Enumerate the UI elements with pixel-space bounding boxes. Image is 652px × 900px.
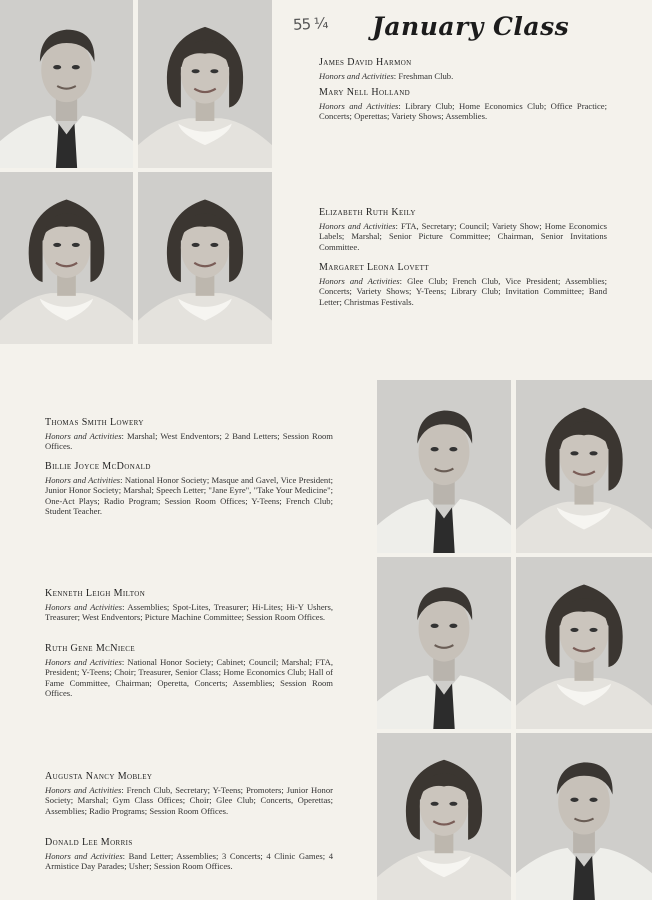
honors-label: Honors and Activities bbox=[45, 430, 122, 441]
student-name: Kenneth Leigh Milton bbox=[45, 588, 146, 599]
student-activities: Assemblies; Spot-Lites, Treasurer; Hi-Lites; Hi-Y Ushers, Treasurer; West Endventors; Picture Machine Committee; Session Room Offices. bbox=[45, 601, 333, 623]
student-name: Mary Nell Holland bbox=[319, 87, 411, 98]
portrait-kenneth-milton bbox=[377, 557, 511, 729]
student-activities: Library Club; Home Economics Club; Office Practice; Concerts; Operettas; Variety Shows; Assemblies. bbox=[319, 100, 607, 122]
student-entry: Mary Nell Holland Honors and Activities: Library Club; Home Economics Club; Office Practice; Concerts; Operettas; Variety Shows; Assemblies. bbox=[319, 87, 607, 122]
honors-label: Honors and Activities bbox=[319, 220, 396, 231]
student-activities: Glee Club; French Club, Vice President; Assemblies; Concerts; Variety Shows; Y-Teens; Library Club; Invitation Committee; Band Letter; Christmas Festivals. bbox=[319, 275, 607, 307]
portrait-billie-mcdonald bbox=[516, 380, 652, 553]
student-activities: Marshal; West Endventors; 2 Band Letters; Session Room Offices. bbox=[45, 430, 333, 452]
student-name: Ruth Gene McNiece bbox=[45, 643, 136, 654]
student-activities: National Honor Society; Cabinet; Council; Marshal; FTA, President; Y-Teens; Choir; Treasurer, Senior Class; Home Economics Club; Hall of Fame Committee, Chairman; Operetta, Concerts; Assemblies; Session Room Offices. bbox=[45, 656, 333, 699]
student-activities: Freshman Club. bbox=[398, 70, 454, 81]
student-entry: James David Harmon Honors and Activities: Freshman Club. bbox=[319, 58, 607, 81]
portrait-thomas-lowery bbox=[377, 380, 511, 553]
student-name: Thomas Smith Lowery bbox=[45, 417, 144, 428]
student-activities: Band Letter; Assemblies; 3 Concerts; 4 Clinic Games; 4 Armistice Day Parades; Usher; Session Room Offices. bbox=[45, 850, 333, 872]
portrait-ruth-mcniece bbox=[516, 557, 652, 729]
student-entry: Billie Joyce McDonald Honors and Activities: National Honor Society; Masque and Gavel, Vice President; Junior Honor Society; Marshal; Speech Letter; "Jane Eyre", "Take Your Medicine"; One-Act Plays; Radio Program; Session Room Offices; Y-Teens; French Club; Student Teacher. bbox=[45, 461, 333, 517]
honors-label: Honors and Activities bbox=[45, 601, 123, 612]
honors-label: Honors and Activities bbox=[45, 784, 122, 795]
student-activities: French Club, Secretary; Y-Teens; Promoters; Junior Honor Society; Marshal; Gym Class Offices; Choir; Glee Club; Concerts, Operettas; Assemblies; Radio Programs; Session Room Offices. bbox=[45, 784, 333, 816]
student-activities: FTA, Secretary; Council; Variety Show; Home Economics Labels; Marshal; Senior Picture Committee; Chairman, Senior Invitations Committee. bbox=[319, 220, 607, 252]
student-entry: Ruth Gene McNiece Honors and Activities: National Honor Society; Cabinet; Council; Marshal; FTA, President; Y-Teens; Choir; Treasurer, Senior Class; Home Economics Club; Hall of Fame Committee, Chairman; Operetta, Concerts; Assemblies; Session Room Offices. bbox=[45, 643, 333, 699]
student-entry: Margaret Leona Lovett Honors and Activities: Glee Club; French Club, Vice President; Assemblies; Concerts; Variety Shows; Y-Teens; Library Club; Invitation Committee; Band Letter; Christmas Festivals. bbox=[319, 262, 607, 307]
student-entry: Donald Lee Morris Honors and Activities: Band Letter; Assemblies; 3 Concerts; 4 Clinic Games; 4 Armistice Day Parades; Usher; Session Room Offices. bbox=[45, 837, 333, 872]
page-title: January Class bbox=[372, 12, 570, 41]
portrait-donald-morris bbox=[516, 733, 652, 900]
student-entry: Kenneth Leigh Milton Honors and Activities: Assemblies; Spot-Lites, Treasurer; Hi-Lites; Hi-Y Ushers, Treasurer; West Endventors; Picture Machine Committee; Session Room Offices. bbox=[45, 588, 333, 623]
student-name: Billie Joyce McDonald bbox=[45, 461, 151, 472]
honors-label: Honors and Activities bbox=[45, 656, 122, 667]
student-name: Donald Lee Morris bbox=[45, 837, 133, 848]
honors-label: Honors and Activities bbox=[319, 100, 399, 111]
portrait-augusta-mobley bbox=[377, 733, 511, 900]
honors-label: Honors and Activities bbox=[45, 474, 121, 485]
student-entry: Elizabeth Ruth Keily Honors and Activities: FTA, Secretary; Council; Variety Show; Home Economics Labels; Marshal; Senior Picture Committee; Chairman, Senior Invitations Committee. bbox=[319, 207, 607, 252]
portrait-margaret-lovett bbox=[138, 172, 272, 344]
honors-label: Honors and Activities bbox=[45, 850, 123, 861]
honors-label: Honors and Activities bbox=[319, 70, 394, 81]
student-name: James David Harmon bbox=[319, 57, 412, 68]
student-name: Augusta Nancy Mobley bbox=[45, 771, 153, 782]
portrait-elizabeth-keily bbox=[0, 172, 133, 344]
portrait-james-harmon bbox=[0, 0, 133, 168]
student-name: Elizabeth Ruth Keily bbox=[319, 207, 416, 218]
student-entry: Thomas Smith Lowery Honors and Activities: Marshal; West Endventors; 2 Band Letters; Session Room Offices. bbox=[45, 417, 333, 452]
student-entry: Augusta Nancy Mobley Honors and Activities: French Club, Secretary; Y-Teens; Promoters; Junior Honor Society; Marshal; Gym Class Offices; Choir; Glee Club; Concerts, Operettas; Assemblies; Radio Programs; Session Room Offices. bbox=[45, 771, 333, 816]
student-name: Margaret Leona Lovett bbox=[319, 262, 429, 273]
portrait-mary-holland bbox=[138, 0, 272, 168]
honors-label: Honors and Activities bbox=[319, 275, 400, 286]
page-number: 55 ¼ bbox=[292, 14, 328, 34]
student-activities: National Honor Society; Masque and Gavel, Vice President; Junior Honor Society; Marshal; Speech Letter; "Jane Eyre", "Take Your Medicine"; One-Act Plays; Radio Program; Session Room Offices; Y-Teens; French Club; Student Teacher. bbox=[45, 474, 333, 517]
